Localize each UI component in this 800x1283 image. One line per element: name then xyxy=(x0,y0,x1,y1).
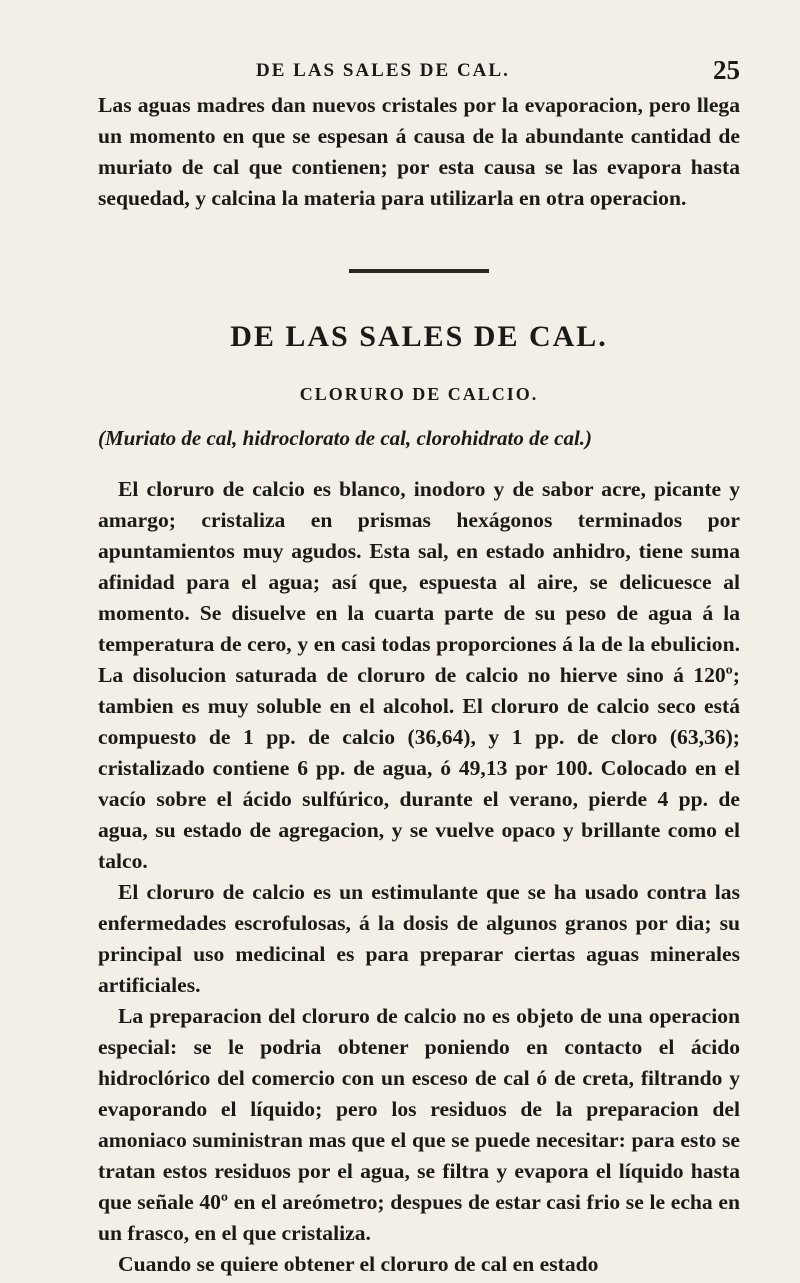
paragraph-description: El cloruro de calcio es blanco, inodoro y de sabor acre, picante y amargo; cristaliza en prismas hexágonos terminados por apuntamientos muy agudos. Esta sal, en estado anhidro, tiene suma afinidad para el agua; así que, espuesta al aire, se delicuesce al momento. Se disuelve en la cuarta parte de su peso de agua á la temperatura de cero, y en casi todas proporciones á la de la ebulicion. La disolucion saturada de cloruro de calcio no hierve sino á 120º; tambien es muy soluble en el alcohol. El cloruro de calcio seco está compuesto de 1 pp. de calcio (36,64), y 1 pp. de cloro (63,36); cristalizado contiene 6 pp. de agua, ó 49,13 por 100. Colocado en el vacío sobre el ácido sulfúrico, durante el verano, pierde 4 pp. de agua, su estado de agregacion, y se vuelve opaco y brillante como el talco. xyxy=(98,477,740,873)
page-number: 25 xyxy=(713,55,740,85)
intro-paragraph: Las aguas madres dan nuevos cristales por la evaporacion, pero llega un momento en que se espesan á causa de la abundante cantidad de muriato de cal que contienen; por esta causa se las evapora hasta sequedad, y calcina la materia para utilizarla en otra operacion. xyxy=(98,93,740,210)
section-subheading: CLORURO DE CALCIO. xyxy=(299,384,539,404)
synonyms-line: (Muriato de cal, hidroclorato de cal, clorohidrato de cal.) xyxy=(98,426,593,450)
paragraph-medicinal-use: El cloruro de calcio es un estimulante que se ha usado contra las enfermedades escrofulosas, á la dosis de algunos granos por dia; su principal uso medicinal es para preparar ciertas aguas minerales artificiales. xyxy=(98,880,740,997)
running-title: DE LAS SALES DE CAL. xyxy=(256,60,510,81)
paragraph-preparation: La preparacion del cloruro de calcio no es objeto de una operacion especial: se le podria obtener poniendo en contacto el ácido hidroclórico del comercio con un esceso de cal ó de creta, filtrando y evaporando el líquido; pero los residuos de la preparacion del amoniaco suministran mas que el que se puede necesitar: para esto se tratan estos residuos por el agua, se filtra y evapora el líquido hasta que señale 40º en el areómetro; despues de estar casi frio se le echa en un frasco, en el que cristaliza. xyxy=(98,1004,740,1245)
book-page xyxy=(98,56,740,1280)
section-heading: DE LAS SALES DE CAL. xyxy=(230,320,608,353)
paragraph-continuation: Cuando se quiere obtener el cloruro de cal en estado xyxy=(118,1252,599,1276)
running-head xyxy=(98,56,740,90)
section-divider xyxy=(349,269,489,273)
